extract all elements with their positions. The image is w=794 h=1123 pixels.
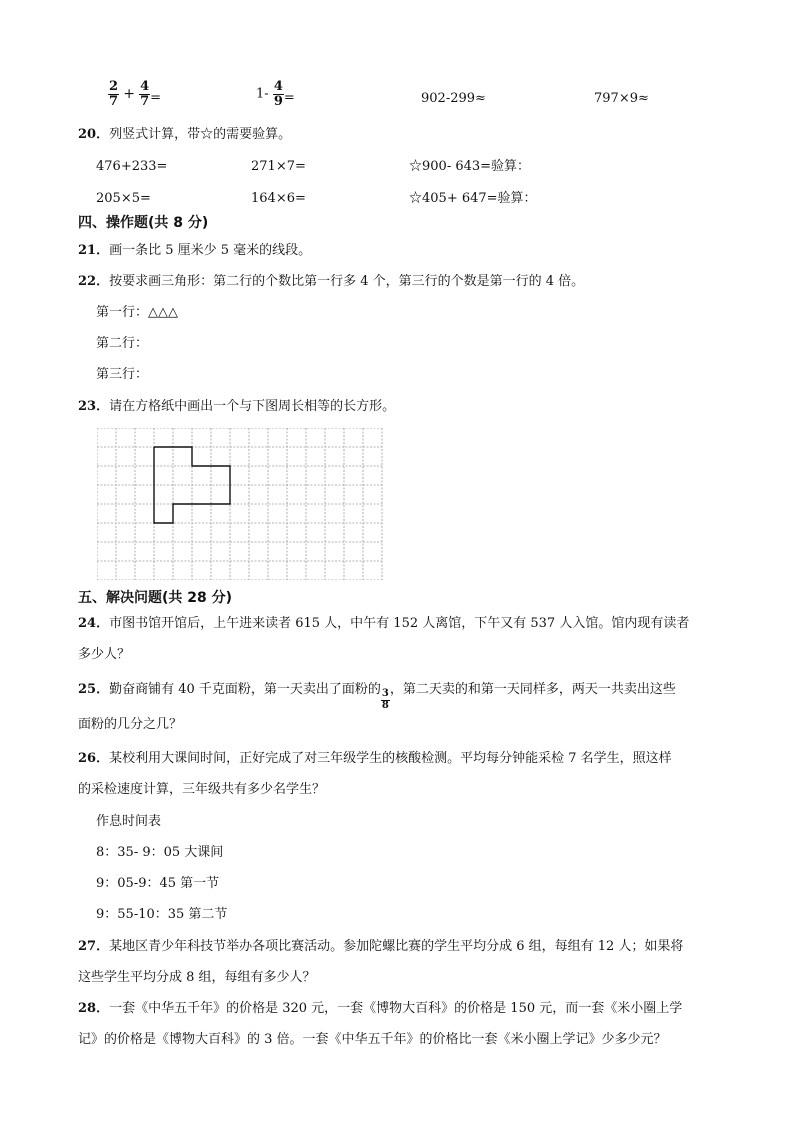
- schedule-row: 9：55-10：35 第二节: [96, 907, 228, 922]
- question-20: 20．列竖式计算，带☆的需要验算。: [78, 127, 292, 142]
- section-title-problems: 五、解决问题(共 28 分): [78, 590, 233, 606]
- schedule-title: 作息时间表: [96, 814, 162, 829]
- question-23: 23．请在方格纸中画出一个与下图周长相等的长方形。: [78, 399, 396, 414]
- q27-line-2: 这些学生平均分成 8 组，每组有多少人？: [78, 970, 316, 985]
- fraction-3-8: $\frac{3}{8}$: [381, 688, 389, 711]
- expr-one-minus-fraction: 1- $\frac{4}{9}$ =: [256, 79, 295, 109]
- grid-paper-svg: [97, 428, 383, 580]
- q22-row-2: 第二行：: [96, 336, 149, 351]
- q24-line-2: 多少人？: [78, 647, 131, 662]
- schedule-row: 8：35- 9：05 大课间: [96, 845, 224, 860]
- q20-item-4: 205×5=: [96, 191, 151, 206]
- grid-paper: [97, 428, 383, 584]
- expr-fraction-sum: $\frac{2}{7}$ + $\frac{4}{7}$ =: [109, 79, 162, 109]
- question-26: 26．某校利用大课间时间，正好完成了对三年级学生的核酸检测。平均每分钟能采检 7 名学生，照这样: [78, 751, 672, 766]
- q20-item-1: 476+233=: [96, 159, 168, 174]
- question-28: 28．一套《中华五千年》的价格是 320 元，一套《博物大百科》的价格是 150 元，而一套《米小圈上学: [78, 1001, 683, 1016]
- q20-item-2: 271×7=: [251, 159, 306, 174]
- q20-item-6: ☆405+ 647=验算：: [409, 191, 537, 206]
- q20-item-3: ☆900- 643=验算：: [409, 159, 531, 174]
- q22-row-3: 第三行：: [96, 367, 149, 382]
- question-22: 22．按要求画三角形：第二行的个数比第一行多 4 个，第三行的个数是第一行的 4 倍。: [78, 274, 585, 289]
- question-24: 24．市图书馆开馆后，上午进来读者 615 人，中午有 152 人离馆，下午又有 537 人入馆。馆内现有读者: [78, 616, 690, 631]
- fraction-2-7: $\frac{2}{7}$: [109, 79, 119, 109]
- q26-line-2: 的采检速度计算，三年级共有多少名学生？: [78, 782, 326, 797]
- question-27: 27．某地区青少年科技节举办各项比赛活动。参加陀螺比赛的学生平均分成 6 组，每组有 12 人；如果将: [78, 939, 684, 954]
- section-title-operations: 四、操作题(共 8 分): [78, 215, 209, 231]
- schedule-row: 9：05-9：45 第一节: [96, 876, 220, 891]
- expr-estimate-multiply: 797×9≈: [594, 91, 649, 106]
- expr-estimate-subtract: 902-299≈: [421, 91, 486, 106]
- q22-row-1: 第一行：△△△: [96, 305, 178, 320]
- q20-item-5: 164×6=: [251, 191, 306, 206]
- fraction-4-9: $\frac{4}{9}$: [273, 79, 283, 109]
- q28-line-2: 记》的价格是《博物大百科》的 3 倍。一套《中华五千年》的价格比一套《米小圈上学记》少多少元？: [78, 1032, 667, 1047]
- q25-line-2: 面粉的几分之几？: [78, 717, 183, 732]
- question-25: 25．勤奋商铺有 40 千克面粉，第一天卖出了面粉的 $\frac{3}{8}$ ，第二天卖的和第一天同样多，两天一共卖出这些: [78, 682, 676, 711]
- question-21: 21．画一条比 5 厘米少 5 毫米的线段。: [78, 243, 312, 258]
- fraction-4-7: $\frac{4}{7}$: [140, 79, 150, 109]
